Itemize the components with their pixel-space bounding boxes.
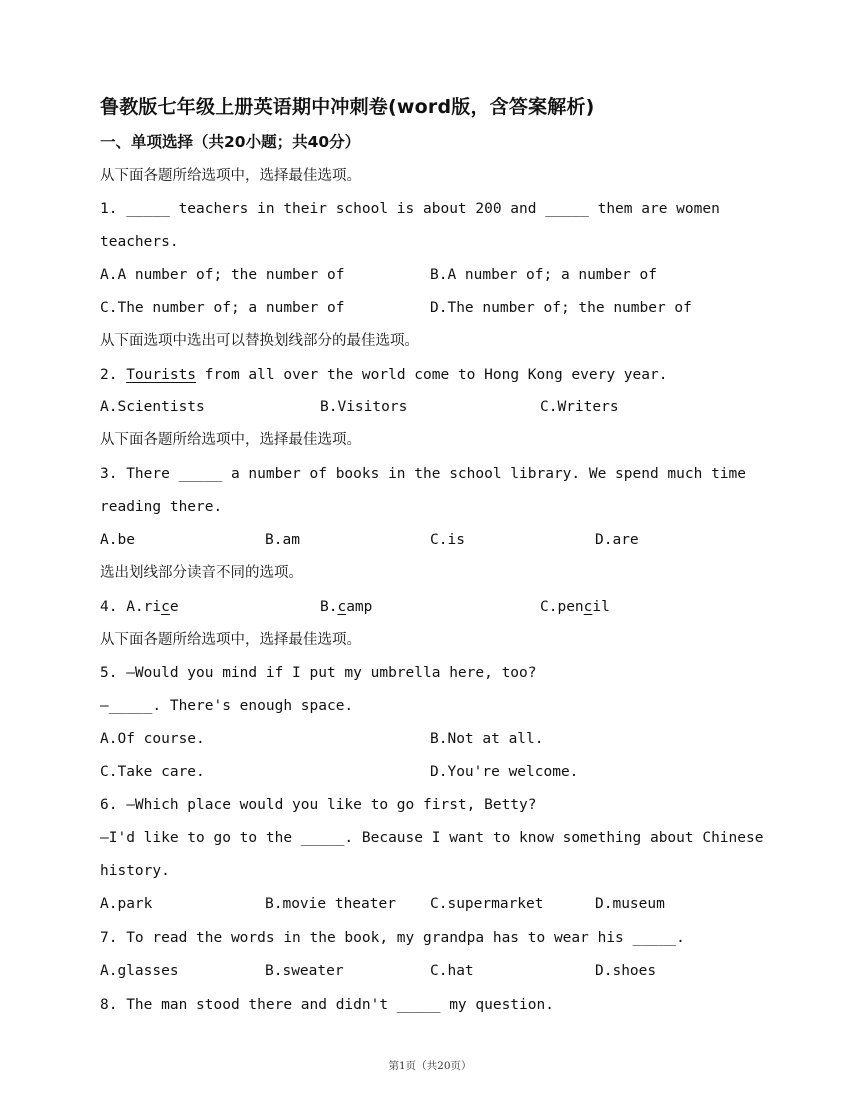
page-title: 鲁教版七年级上册英语期中冲刺卷(word版，含答案解析) [100,96,595,118]
question-6-text: 6. —Which place would you like to go first, Betty? [100,797,537,813]
instruction-text: 选出划线部分读音不同的选项。 [100,565,303,581]
question-2-option-c: C.Writers [540,399,619,415]
underlined-letter: c [161,599,170,615]
question-6-option-a: A.park [100,896,153,912]
question-5-option-b: B.Not at all. [430,731,544,747]
question-7-option-a: A.glasses [100,963,179,979]
question-5-text: 5. —Would you mind if I put my umbrella here, too? [100,665,537,681]
question-2-text [100,365,667,385]
question-7-text: 7. To read the words in the book, my grandpa has to wear his _____. [100,930,685,946]
question-3-option-b: B.am [265,532,300,548]
question-3-text-cont: reading there. [100,499,223,515]
question-number: 2. [100,367,127,383]
underlined-word: Tourists [126,367,197,383]
question-6-option-d: D.museum [595,896,665,912]
question-3-option-d: D.are [595,532,639,548]
option-text: 4. A.ri [100,599,162,615]
option-text: B. [320,599,338,615]
question-2-rest: from all over the world come to Hong Kong every year. [196,367,668,383]
option-text: amp [346,599,373,615]
question-1-option-a: A.A number of; the number of [100,267,345,283]
instruction-text: 从下面各题所给选项中，选择最佳选项。 [100,632,361,648]
underlined-letter: c [583,599,593,615]
question-2-option-b: B.Visitors [320,399,408,415]
question-7-option-b: B.sweater [265,963,344,979]
question-4-option-a [100,597,179,617]
question-5-option-a: A.Of course. [100,731,205,747]
question-4-option-b [320,597,372,617]
question-3-option-c: C.is [430,532,465,548]
question-8-text: 8. The man stood there and didn't _____ my question. [100,997,554,1013]
option-text: e [169,599,179,615]
question-1-option-b: B.A number of; a number of [430,267,657,283]
question-5-option-c: C.Take care. [100,764,205,780]
instruction-text: 从下面选项中选出可以替换划线部分的最佳选项。 [100,333,419,349]
page-footer: 第1页（共20页） [388,1060,472,1072]
question-4-option-c [540,597,610,617]
question-7-option-c: C.hat [430,963,474,979]
question-2-option-a: A.Scientists [100,399,205,415]
question-6-option-b: B.movie theater [265,896,396,912]
question-1-option-d: D.The number of; the number of [430,300,692,316]
question-1-option-c: C.The number of; a number of [100,300,345,316]
instruction-text: 从下面各题所给选项中，选择最佳选项。 [100,168,361,184]
question-1-text: 1. _____ teachers in their school is about 200 and _____ them are women [100,201,720,217]
instruction-text: 从下面各题所给选项中，选择最佳选项。 [100,432,361,448]
question-6-option-c: C.supermarket [430,896,544,912]
question-1-text-cont: teachers. [100,234,179,250]
question-3-text: 3. There _____ a number of books in the school library. We spend much time [100,466,747,482]
section-heading: 一、单项选择（共20小题；共40分） [100,133,361,151]
option-text: C.pen [540,599,584,615]
question-5-option-d: D.You're welcome. [430,764,579,780]
question-6-text-cont: history. [100,863,170,879]
question-3-option-a: A.be [100,532,135,548]
option-text: il [592,599,610,615]
question-7-option-d: D.shoes [595,963,657,979]
question-6-text-cont: —I'd like to go to the _____. Because I want to know something about Chinese [100,830,764,846]
question-5-text-cont: —_____. There's enough space. [100,698,354,714]
underlined-letter: c [337,599,347,615]
